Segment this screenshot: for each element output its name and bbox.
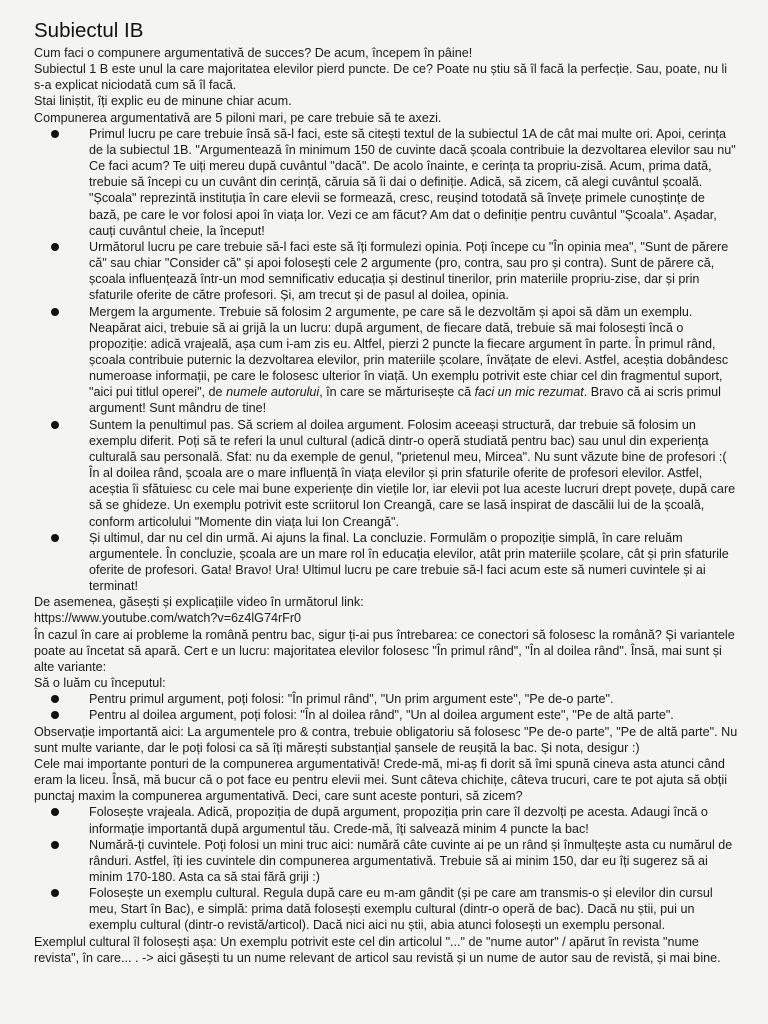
video-intro: De asemenea, găsești și explicațiile video în următorul link: <box>34 595 364 610</box>
text-run: Mergem la argumente. Trebuie să folosim 2 argumente, pe care să le dezvoltăm și apoi să dăm un exemplu. Neapărat aici, trebuie să ai grijă la un lucru: după argument, de fiecare dată, trebuie să mai folosești încă o propoziție: adică vrajeală, așa cum i-am zis eu. Altfel, pierzi 2 puncte la fiecare argument în parte. În primul rând, școala contribuie puternic la dezvoltarea elevilor, prin materiile școlare, învățate de elevi. Astfel, aceștia dobândesc numeroase informații, pe care le folosesc ulterior în viață. Un exemplu potrivit este chiar cel din fragmentul suport, "aici pui titlul operei", de <box>89 304 729 400</box>
list-item: Folosește un exemplu cultural. Regula după care eu m-am gândit (și pe care am transmis-o și elevilor din cursul meu, Start în Bac), e simplă: prima dată folosești exemplu cultural (dintr-o operă de bac). Dacă nu știi, pui un exemplu cultural (dintr-o revistă/articol). Dacă nici aici nu știi, abia atunci folosești un exemplu personal. <box>34 885 738 933</box>
tips-intro-paragraph: Cele mai importante ponturi de la compunerea argumentativă! Crede-mă, mi-aș fi dorit să îmi spună cineva asta atunci când eram la liceu. Însă, mă bucur că o pot face eu pentru elevii mei. Sunt câteva chichițe, câteva trucuri, care te pot ajuta să obții punctaj maxim la compunerea argumentativă. Deci, care sunt aceste ponturi, să zicem? <box>34 756 728 804</box>
start-line: Să o luăm cu începutul: <box>34 676 166 691</box>
list-item: Și ultimul, dar nu cel din urmă. Ai ajuns la final. La concluzie. Formulăm o propoziție simplă, în care reluăm argumentele. În concluzie, școala are un mare rol în educația elevilor, atât prin materiile școlare, cât și prin sfaturile oferite de profesori. Gata! Bravo! Ura! Ultimul lucru pe care trebuie să-l faci acum este să numeri cuvintele și ai terminat! <box>34 530 738 595</box>
list-item: Primul lucru pe care trebuie însă să-l faci, este să citești textul de la subiectul 1A de cât mai multe ori. Apoi, cerința de la subiectul 1B. "Argumentează în minimum 150 de cuvinte dacă școala contribuie la dezvoltarea elevilor sau nu" Ce faci acum? Te uiți mereu după cuvântul "dacă". De acolo înainte, e cerința ta propriu-zisă. Acum, prima dată, trebuie să începi cu un cuvânt din cerință, căruia să îi dai o definiție. Adică, să zicem, că alegi cuvântul școală. "Școala" reprezintă instituția în care elevii se formează, cresc, reușind totodată să învețe primele cunoștințe de bază, pe care le vor folosi apoi în viața lor. Vezi ce am făcut? Am dat o definiție pentru cuvântul "Școala". Așadar, cauți cuvântul cheie, la început! <box>34 126 738 239</box>
video-link[interactable]: https://www.youtube.com/watch?v=6z4lG74rFr0 <box>34 611 302 626</box>
list-item: Următorul lucru pe care trebuie să-l faci este să îți formulezi opinia. Poți începe cu "În opinia mea", "Sunt de părere că" sau chiar "Consider că" și apoi folosești cele 2 argumente (pro, contra, sau pro și contra). Sunt de părere că, școala influențează într-un mod semnificativ educația și destinul tinerilor, prin materiile propriu-zise, dar și prin sfaturile oferite de către profesori. Și, am trecut și de pasul al doilea, opinia. <box>34 239 738 304</box>
text-run: , în care se mărturisește că <box>319 385 475 400</box>
intro-paragraph: Cum faci o compunere argumentativă de succes? De acum, începem în pâine! <box>34 46 473 60</box>
closing-paragraph: Exemplul cultural îl folosești așa: Un exemplu potrivit este cel din articolul "..." de "nume autor" / apărut în revista "nume revista", în care... . -> aici găsești tu un nume relevant de articol sau revistă și un nume de autor sau de revistă, și mai bine. <box>34 934 721 965</box>
connectors-paragraph: În cazul în care ai probleme la română pentru bac, sigur ți-ai pus întrebarea: ce conectori să folosesc la română? Și variantele poate au încetat să apară. Cert e un lucru: majoritatea elevilor folosesc "În primul rând", "În al doilea rând". Însă, mai sunt și alte variante: <box>34 627 735 674</box>
video-link-line <box>34 610 738 626</box>
connectors-list <box>34 691 738 723</box>
emphasis: faci un mic rezumat <box>474 385 584 400</box>
list-item: Pentru primul argument, poți folosi: "În primul rând", "Un prim argument este", "Pe de-o parte". <box>34 691 738 707</box>
list-item: Folosește vrajeala. Adică, propoziția de după argument, propoziția prin care îl dezvolți pe acesta. Adaugi încă o informație importantă după argumentul tău. Crede-mă, îți salvează minim 4 puncte la bac! <box>34 804 738 836</box>
pillars-list <box>34 126 738 595</box>
observation-paragraph: Observație importantă aici: La argumentele pro & contra, trebuie obligatoriu să folosesc "Pe de-o parte", "Pe de altă parte". Nu sunt multe variante, dar le poți folosi ca să îți mărești substanțial șansele de reușită la bac. Și nota, desigur :) <box>34 724 738 755</box>
intro-paragraph: Compunerea argumentativă are 5 piloni mari, pe care trebuie să te axezi. <box>34 110 442 125</box>
emphasis: numele autorului <box>226 385 320 400</box>
tips-list <box>34 804 738 933</box>
page-title: Subiectul IB <box>34 19 144 42</box>
intro-paragraph: Stai liniștit, îți explic eu de minune chiar acum. <box>34 94 292 109</box>
list-item <box>34 304 738 417</box>
list-item: Suntem la penultimul pas. Să scriem al doilea argument. Folosim aceeași structură, dar trebuie să folosim un exemplu diferit. Poți să te referi la unul cultural (adică dintr-o operă studiată pentru bac) sau unul din experiența culturală sau personală. Sfat: nu da exemple de genul, "prietenul meu, Mircea". Nu sunt văzute bine de profesori :( În al doilea rând, școala are o mare influență în viața elevilor și prin sfaturile oferite de profesori elevilor. Astfel, aceștia îi sfătuiesc cu cele mai bune experiențe din viețile lor, iar elevii pot lua aceste lucruri drept povețe, după care să se ghideze. Un exemplu potrivit este scriitorul Ion Creangă, care se lasă inspirat de dascălii lui de la școală, conform articolului "Momente din viața lui Ion Creangă". <box>34 417 738 530</box>
list-item: Numără-ți cuvintele. Poți folosi un mini truc aici: numără câte cuvinte ai pe un rând și înmulțește asta cu numărul de rânduri. Astfel, îți ies cuvintele din compunerea argumentativă. Trebuie să ai minim 150, dar eu îți sugerez să ai minim 170-180. Asta ca să stai fără griji :) <box>34 837 738 885</box>
list-item: Pentru al doilea argument, poți folosi: "În al doilea rând", "Un al doilea argument este", "Pe de altă parte". <box>34 707 738 723</box>
intro-paragraph: Subiectul 1 B este unul la care majoritatea elevilor pierd puncte. De ce? Poate nu știu să îl facă la perfecție. Sau, poate, nu li s-a explicat niciodată cum să îl facă. <box>34 62 728 93</box>
text-run: . Bravo că ai scris primul argument! Sunt mândru de tine! <box>89 385 721 416</box>
